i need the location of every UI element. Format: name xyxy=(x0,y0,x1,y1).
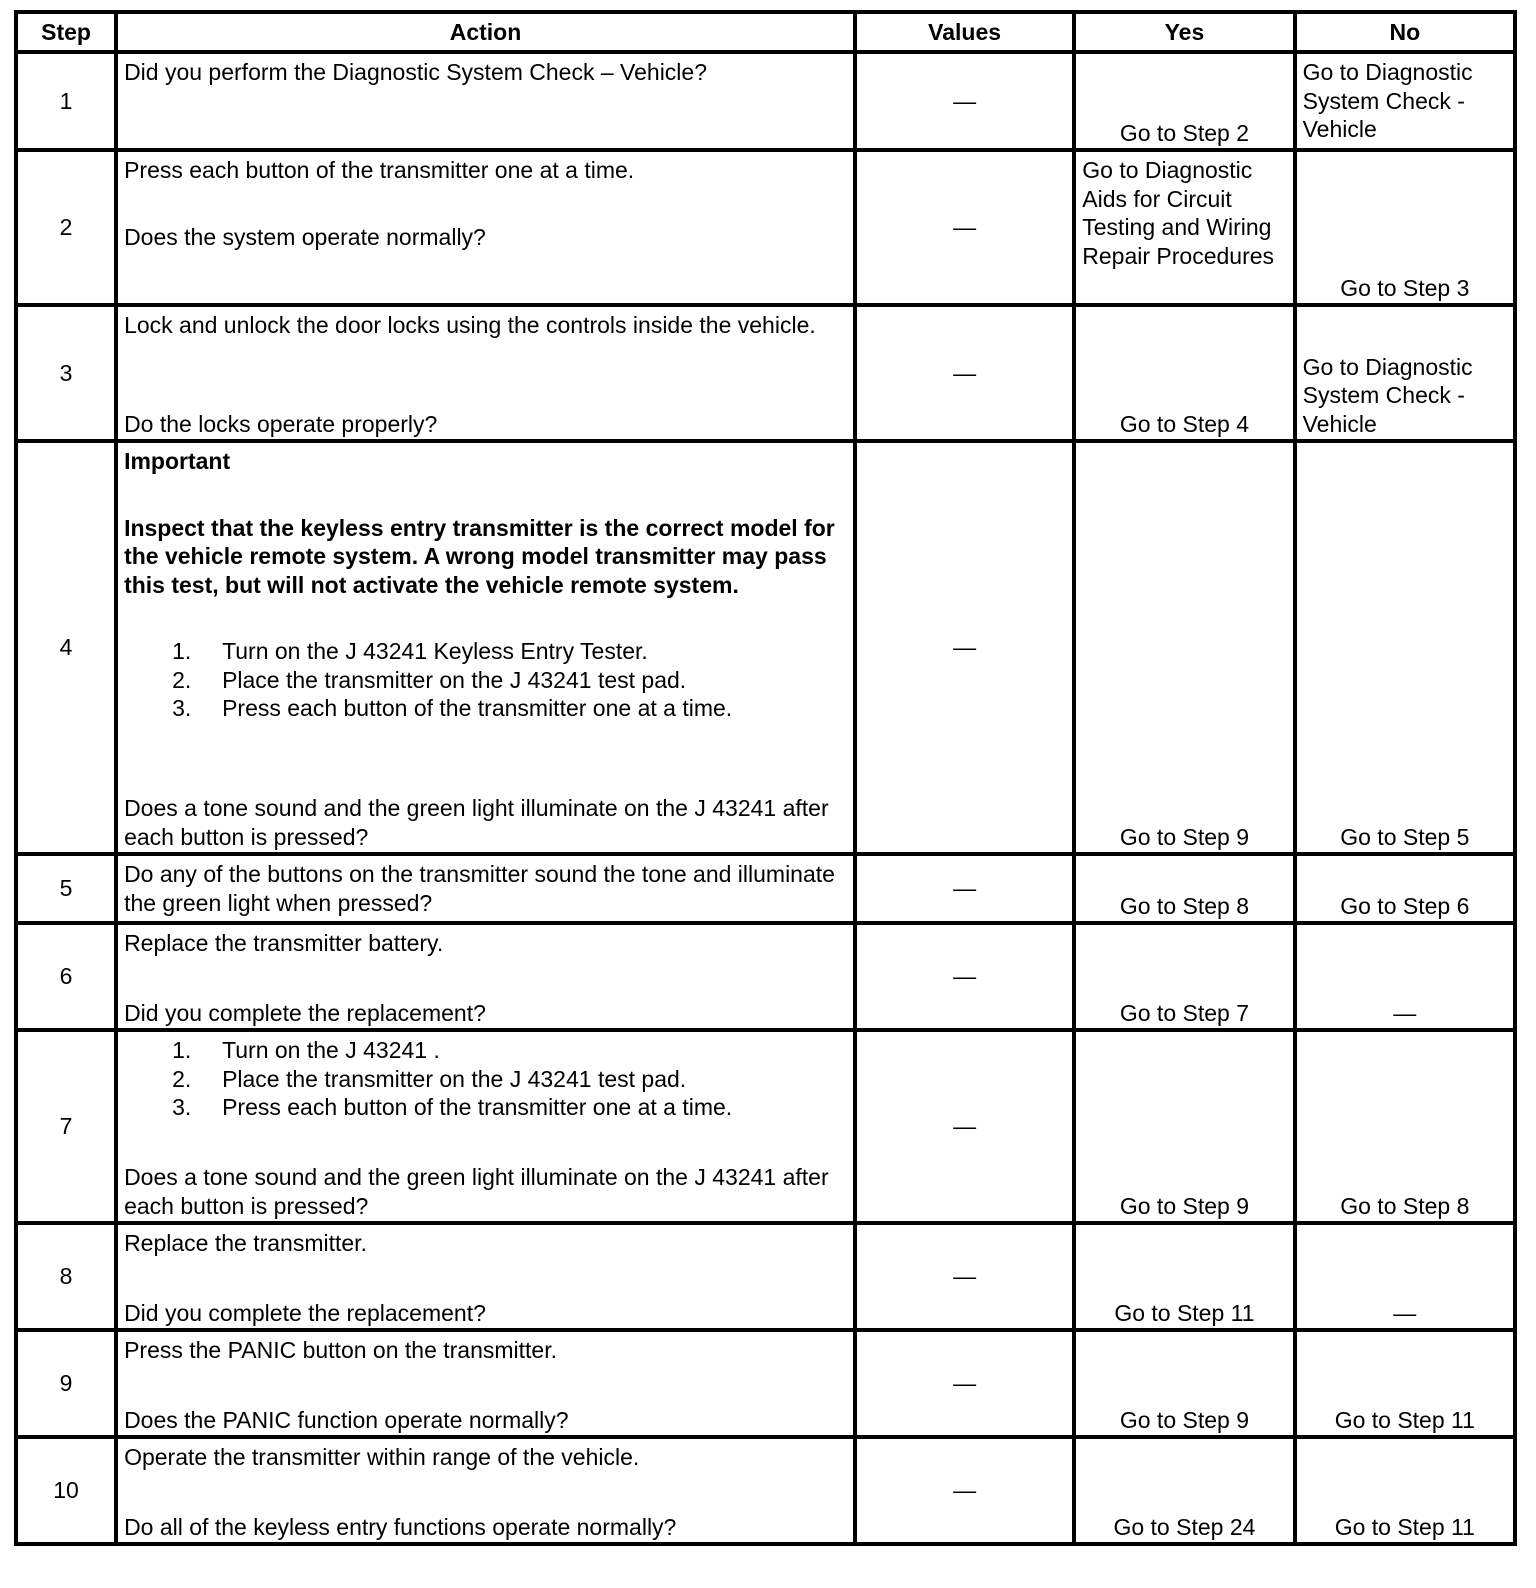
no-value: — xyxy=(1393,1299,1417,1326)
action-text: Replace the transmitter. xyxy=(124,1230,367,1256)
action-cell xyxy=(116,1223,855,1330)
no-cell xyxy=(1295,1330,1515,1437)
yes-cell xyxy=(1074,441,1294,854)
no-cell xyxy=(1295,441,1515,854)
yes-cell xyxy=(1074,1437,1294,1544)
action-cell xyxy=(116,854,855,923)
header-no: No xyxy=(1295,12,1515,52)
action-text: Replace the transmitter battery. xyxy=(124,930,444,956)
header-step: Step xyxy=(16,12,116,52)
action-text: Press the PANIC button on the transmitter. xyxy=(124,1337,558,1363)
yes-link[interactable]: Go to Step 9 xyxy=(1119,1406,1249,1433)
action-question: Does a tone sound and the green light illuminate on the J 43241 after each button is pressed? xyxy=(124,1164,829,1219)
no-cell xyxy=(1295,1437,1515,1544)
table-row xyxy=(16,150,1515,305)
diagnostic-table xyxy=(14,10,1517,1546)
step-number: 2 xyxy=(16,150,116,305)
no-cell xyxy=(1295,150,1515,305)
substep-item: 1. Turn on the J 43241 Keyless Entry Tester. xyxy=(172,638,648,664)
action-cell xyxy=(116,1330,855,1437)
yes-link[interactable]: Go to Step 11 xyxy=(1114,1299,1255,1326)
substep-item: 2. Place the transmitter on the J 43241 test pad. xyxy=(172,1065,687,1092)
action-question: Does the system operate normally? xyxy=(124,223,486,250)
step-number: 9 xyxy=(16,1330,116,1437)
value-cell: — xyxy=(855,441,1074,854)
no-cell xyxy=(1295,1223,1515,1330)
value-cell: — xyxy=(855,923,1074,1030)
no-cell xyxy=(1295,854,1515,923)
no-cell xyxy=(1295,1030,1515,1223)
action-cell xyxy=(116,305,855,441)
no-link[interactable]: Go to Step 11 xyxy=(1334,1513,1475,1540)
value-cell: — xyxy=(855,52,1074,150)
action-text: Lock and unlock the door locks using the controls inside the vehicle. xyxy=(124,312,816,338)
value-cell: — xyxy=(855,1330,1074,1437)
substep-list xyxy=(124,637,847,723)
header-action: Action xyxy=(116,12,855,52)
yes-link[interactable]: Go to Step 4 xyxy=(1119,410,1249,437)
yes-link[interactable]: Go to Diagnostic Aids for Circuit Testing and Wiring Repair Procedures xyxy=(1082,157,1275,269)
no-link[interactable]: Go to Step 8 xyxy=(1340,1192,1470,1219)
substep-item: 1. Turn on the J 43241 . xyxy=(172,1037,440,1063)
action-cell xyxy=(116,441,855,854)
action-text: Press each button of the transmitter one at a time. xyxy=(124,157,635,183)
yes-link[interactable]: Go to Step 2 xyxy=(1119,119,1249,146)
table-row xyxy=(16,854,1515,923)
important-notice: Inspect that the keyless entry transmitter is the correct model for the vehicle remote system. A wrong model transmitter may pass this test, but will not activate the vehicle remote system. xyxy=(124,514,835,598)
action-question: Does a tone sound and the green light illuminate on the J 43241 after each button is pressed? xyxy=(124,795,829,850)
table-row xyxy=(16,923,1515,1030)
table-row xyxy=(16,1030,1515,1223)
value-cell: — xyxy=(855,1223,1074,1330)
value-cell: — xyxy=(855,1030,1074,1223)
yes-link[interactable]: Go to Step 7 xyxy=(1119,999,1249,1026)
yes-cell xyxy=(1074,150,1294,305)
no-cell xyxy=(1295,923,1515,1030)
no-cell xyxy=(1295,52,1515,150)
no-cell xyxy=(1295,305,1515,441)
yes-cell xyxy=(1074,305,1294,441)
no-link[interactable]: Go to Step 11 xyxy=(1334,1406,1475,1433)
yes-cell xyxy=(1074,1030,1294,1223)
action-question: Did you complete the replacement? xyxy=(124,1299,486,1326)
value-cell: — xyxy=(855,305,1074,441)
value-cell: — xyxy=(855,854,1074,923)
no-link[interactable]: Go to Diagnostic System Check - Vehicle xyxy=(1302,353,1473,437)
table-row xyxy=(16,52,1515,150)
action-question: Do all of the keyless entry functions operate normally? xyxy=(124,1513,677,1540)
table-row xyxy=(16,305,1515,441)
table-row xyxy=(16,1437,1515,1544)
action-cell xyxy=(116,923,855,1030)
substep-list xyxy=(124,1032,847,1122)
yes-cell xyxy=(1074,1223,1294,1330)
action-cell xyxy=(116,150,855,305)
substep-item: 3. Press each button of the transmitter one at a time. xyxy=(172,695,733,721)
yes-link[interactable]: Go to Step 9 xyxy=(1119,1192,1249,1219)
action-cell xyxy=(116,52,855,150)
no-link[interactable]: Go to Step 3 xyxy=(1340,274,1470,301)
step-number: 4 xyxy=(16,441,116,854)
action-text: Did you perform the Diagnostic System Check – Vehicle? xyxy=(124,59,708,85)
step-number: 7 xyxy=(16,1030,116,1223)
action-cell xyxy=(116,1437,855,1544)
step-number: 10 xyxy=(16,1437,116,1544)
action-question: Did you complete the replacement? xyxy=(124,999,486,1026)
header-row xyxy=(16,12,1515,52)
header-yes: Yes xyxy=(1074,12,1294,52)
yes-cell xyxy=(1074,854,1294,923)
table-row xyxy=(16,441,1515,854)
no-link[interactable]: Go to Diagnostic System Check - Vehicle xyxy=(1302,59,1473,142)
action-text: Operate the transmitter within range of the vehicle. xyxy=(124,1444,640,1470)
action-question: Do the locks operate properly? xyxy=(124,410,438,437)
step-number: 1 xyxy=(16,52,116,150)
step-number: 5 xyxy=(16,854,116,923)
yes-link[interactable]: Go to Step 24 xyxy=(1113,1513,1256,1540)
step-number: 6 xyxy=(16,923,116,1030)
yes-cell xyxy=(1074,923,1294,1030)
table-row xyxy=(16,1330,1515,1437)
header-values: Values xyxy=(855,12,1074,52)
step-number: 3 xyxy=(16,305,116,441)
action-text: Do any of the buttons on the transmitter sound the tone and illuminate the green light when pressed? xyxy=(124,861,835,916)
yes-cell xyxy=(1074,1330,1294,1437)
value-cell: — xyxy=(855,1437,1074,1544)
no-link[interactable]: Go to Step 6 xyxy=(1340,892,1470,919)
substep-item: 3. Press each button of the transmitter one at a time. xyxy=(172,1094,733,1120)
value-cell: — xyxy=(855,150,1074,305)
yes-link[interactable]: Go to Step 9 xyxy=(1119,823,1249,850)
yes-cell xyxy=(1074,52,1294,150)
action-question: Does the PANIC function operate normally? xyxy=(124,1406,569,1433)
substep-item: 2. Place the transmitter on the J 43241 test pad. xyxy=(172,666,687,693)
step-number: 8 xyxy=(16,1223,116,1330)
table-row xyxy=(16,1223,1515,1330)
action-cell xyxy=(116,1030,855,1223)
important-label: Important xyxy=(124,448,231,474)
no-value: — xyxy=(1393,999,1417,1026)
no-link[interactable]: Go to Step 5 xyxy=(1340,823,1470,850)
yes-link[interactable]: Go to Step 8 xyxy=(1119,892,1249,919)
